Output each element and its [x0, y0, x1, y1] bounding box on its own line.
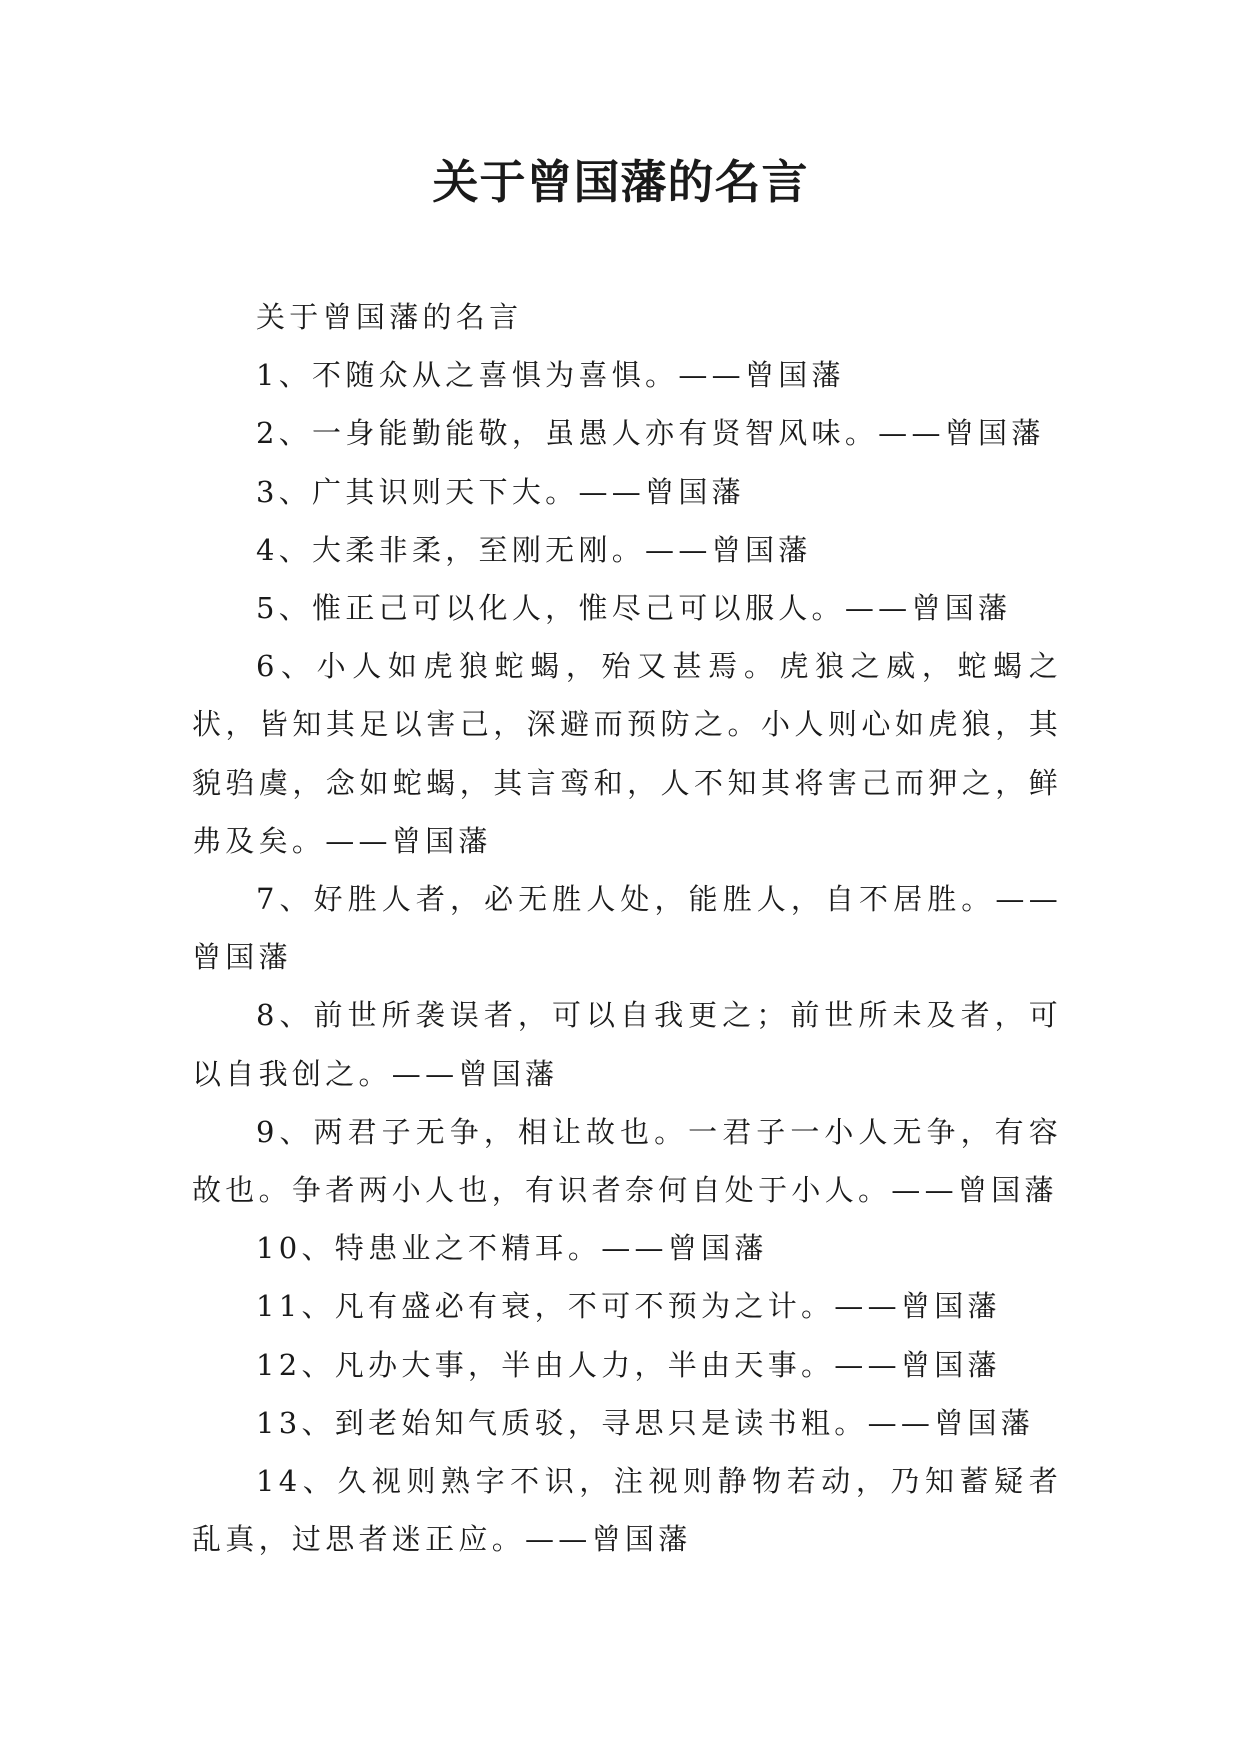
document-body: [192, 288, 1062, 1568]
quote-item: 1、不随众从之喜惧为喜惧。——曾国藩: [256, 358, 845, 393]
quote-item: 14、久视则熟字不识，注视则静物若动，乃知蓄疑者乱真，过思者迷正应。——曾国藩: [192, 1464, 1062, 1557]
paragraph-intro: 关于曾国藩的名言: [256, 300, 523, 334]
quote-item: 9、两君子无争，相让故也。一君子一小人无争，有容故也。争者两小人也，有识者奈何自处于小人。——曾国藩: [192, 1114, 1062, 1208]
quote-item: 7、好胜人者，必无胜人处，能胜人，自不居胜。——曾国藩: [192, 882, 1062, 975]
quote-item: 11、凡有盛必有衰，不可不预为之计。——曾国藩: [256, 1289, 1001, 1324]
quote-item: 5、惟正己可以化人，惟尽己可以服人。——曾国藩: [256, 591, 1012, 626]
quote-item: 3、广其识则天下大。——曾国藩: [256, 474, 745, 509]
quote-item: 12、凡办大事，半由人力，半由天事。——曾国藩: [256, 1347, 1001, 1382]
quote-item: 10、特患业之不精耳。——曾国藩: [256, 1231, 768, 1266]
quote-item: 8、前世所袭误者，可以自我更之；前世所未及者，可以自我创之。——曾国藩: [192, 998, 1062, 1091]
quote-item: 13、到老始知气质驳，寻思只是读书粗。——曾国藩: [256, 1405, 1035, 1440]
quote-item: 6、小人如虎狼蛇蝎，殆又甚焉。虎狼之威，蛇蝎之状，皆知其足以害己，深避而预防之。小人则心如虎狼，其貌驺虞，念如蛇蝎，其言鸾和，人不知其将害己而狎之，鲜弗及矣。——曾国藩: [192, 649, 1062, 858]
quote-item: 2、一身能勤能敬，虽愚人亦有贤智风味。——曾国藩: [256, 416, 1045, 451]
quote-item: 4、大柔非柔，至刚无刚。——曾国藩: [256, 532, 812, 567]
document-title: 关于曾国藩的名言: [432, 155, 809, 209]
